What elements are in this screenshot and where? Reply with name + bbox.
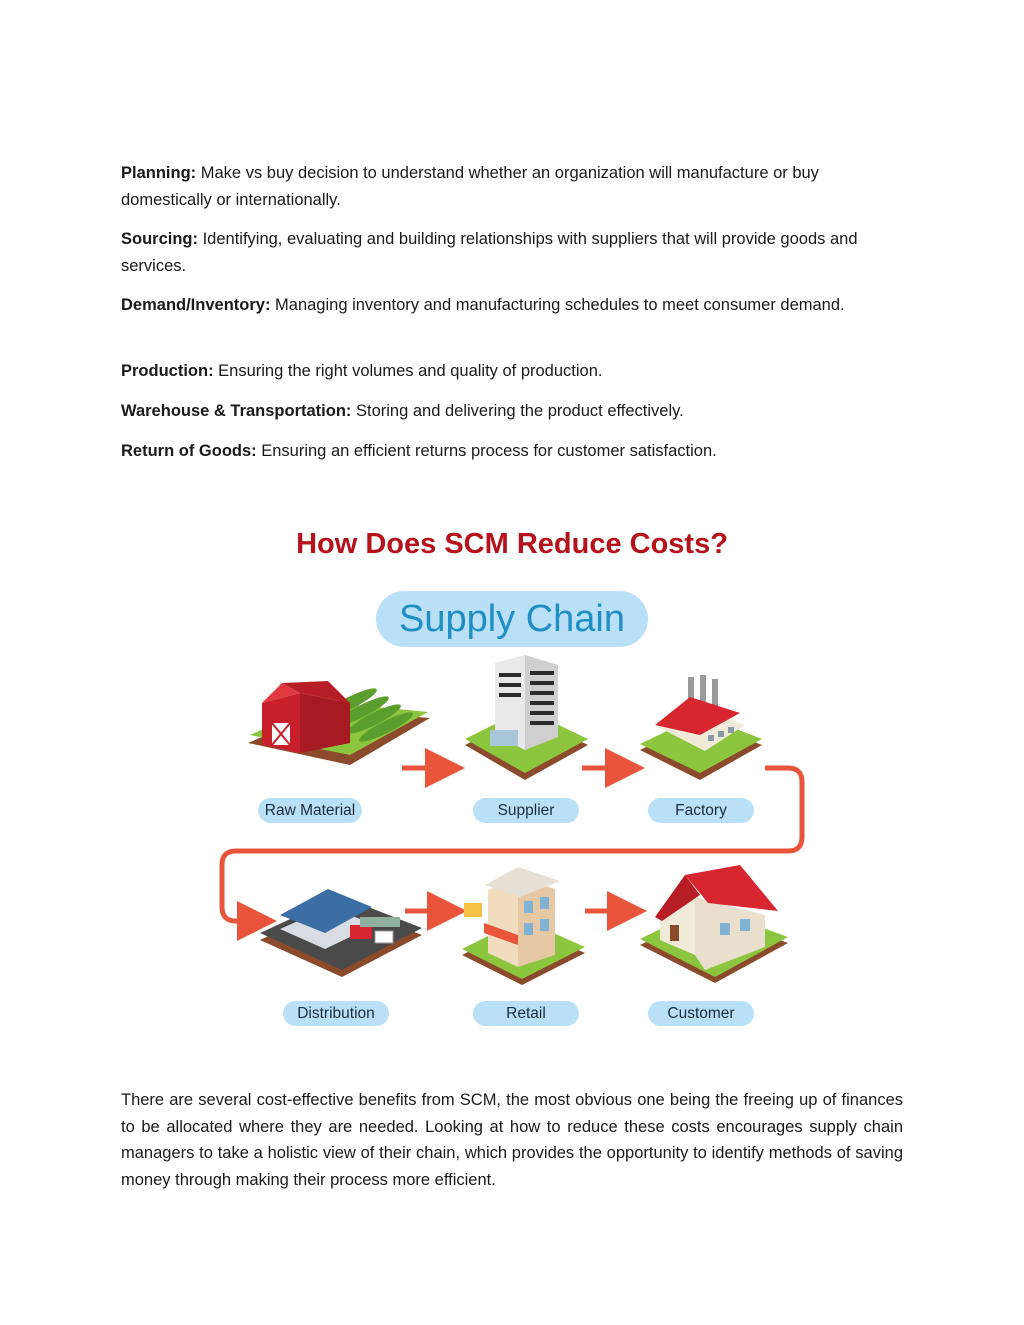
stage-label-customer: Customer	[648, 1001, 754, 1026]
paragraph-text: Storing and delivering the product effectively.	[351, 402, 684, 420]
paragraph-sourcing	[121, 226, 903, 279]
barn-icon	[248, 681, 430, 765]
paragraph-warehouse-transportation	[121, 398, 903, 425]
shop-building-icon	[462, 867, 585, 985]
stage-label-raw-material: Raw Material	[258, 798, 362, 823]
paragraph-label: Warehouse & Transportation:	[121, 402, 352, 420]
office-building-icon	[465, 655, 588, 780]
warehouse-icon	[260, 889, 422, 977]
paragraph-label: Production:	[121, 362, 214, 380]
house-icon	[640, 865, 788, 983]
stage-label-distribution: Distribution	[283, 1001, 389, 1026]
paragraph-text: Ensuring an efficient returns process for customer satisfaction.	[256, 442, 717, 460]
paragraph-planning	[121, 160, 903, 213]
stage-label-supplier: Supplier	[473, 798, 579, 823]
factory-icon	[640, 675, 762, 780]
paragraph-return-of-goods	[121, 438, 903, 465]
diagram-title: Supply Chain	[376, 591, 648, 647]
closing-paragraph: There are several cost-effective benefits from SCM, the most obvious one being the freeing up of finances to be allocated where they are needed. Looking at how to reduce these costs encourages supply chain managers to take a holistic view of their chain, which provides the opportunity to identify methods of saving money through making their process more efficient.	[121, 1091, 903, 1189]
paragraph-text: Make vs buy decision to understand whether an organization will manufacture or buy domestically or internationally.	[121, 164, 819, 209]
section-heading: How Does SCM Reduce Costs?	[296, 528, 728, 560]
paragraph-label: Return of Goods:	[121, 442, 257, 460]
paragraph-production	[121, 358, 903, 385]
paragraph-text: Identifying, evaluating and building relationships with suppliers that will provide goods and services.	[121, 230, 858, 275]
paragraph-text: Ensuring the right volumes and quality of production.	[213, 362, 603, 380]
stage-label-factory: Factory	[648, 798, 754, 823]
paragraph-demand-inventory	[121, 292, 903, 319]
stage-label-retail: Retail	[473, 1001, 579, 1026]
paragraph-text: Managing inventory and manufacturing schedules to meet consumer demand.	[270, 296, 845, 314]
supply-chain-diagram	[200, 585, 820, 1035]
paragraph-label: Planning:	[121, 164, 197, 182]
paragraph-label: Demand/Inventory:	[121, 296, 271, 314]
paragraph-label: Sourcing:	[121, 230, 198, 248]
